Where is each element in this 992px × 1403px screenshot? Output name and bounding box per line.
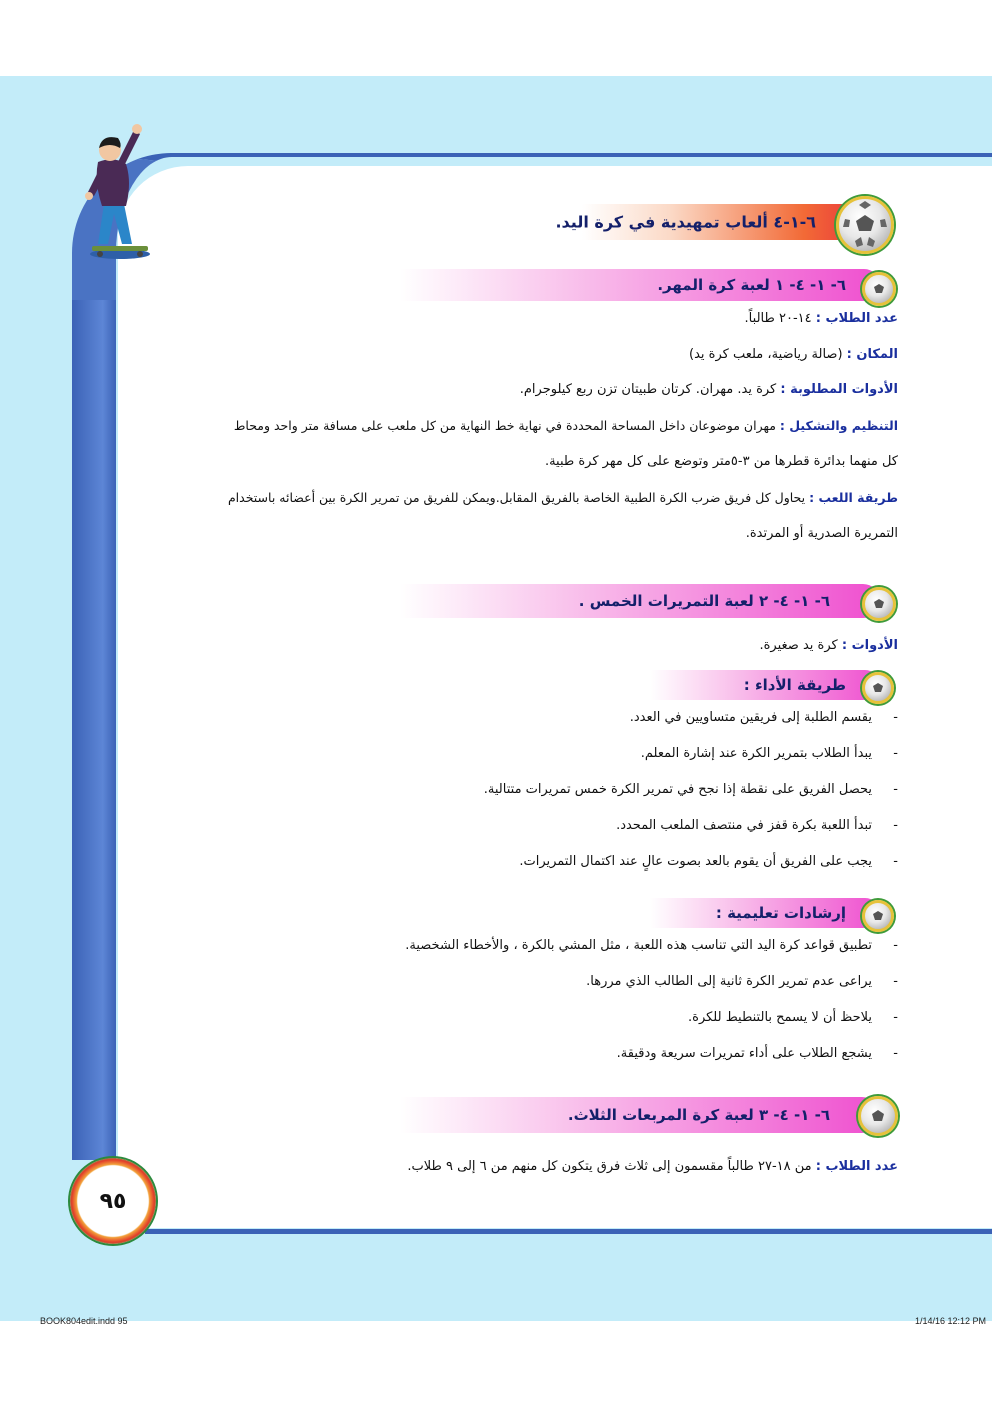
dash: - [893, 1046, 898, 1061]
tips-item: يشجع الطلاب على أداء تمريرات سريعة ودقيقة. [616, 1046, 872, 1061]
soccer-ball-icon [836, 196, 894, 254]
dash: - [893, 974, 898, 989]
tips-title: إرشادات تعليمية : [715, 904, 846, 922]
play-value-2: التمريرة الصدرية أو المرتدة. [745, 526, 898, 541]
play-value-1: يحاول كل فريق ضرب الكرة الطبية الخاصة بالفريق المقابل.ويمكن للفريق من تمرير الكرة بين أعضائه باستخدام [227, 490, 806, 505]
tips-item: تطبيق قواعد كرة اليد التي تناسب هذه اللعبة ، مثل المشي بالكرة ، والأخطاء الشخصية. [405, 938, 872, 953]
footer-file-info: BOOK804edit.indd 95 [40, 1316, 128, 1326]
boy-waving-skateboard-illustration [74, 122, 160, 262]
method-item: تبدأ اللعبة بكرة قفز في منتصف الملعب المحدد. [616, 818, 872, 833]
soccer-ball-icon [862, 272, 896, 306]
method-banner [650, 670, 880, 700]
tips-banner [650, 898, 880, 928]
dash: - [893, 854, 898, 869]
game3-banner [400, 1097, 880, 1133]
students-label: عدد الطلاب : [815, 311, 898, 326]
dash: - [893, 938, 898, 953]
place-label: المكان : [846, 347, 898, 362]
game1-tools-line [520, 382, 898, 397]
print-footer [0, 1316, 992, 1332]
method-item: يجب على الفريق أن يقوم بالعد بصوت عالٍ عند اكتمال التمريرات. [519, 854, 872, 869]
dash: - [893, 782, 898, 797]
frame-bottom-line [145, 1229, 992, 1234]
dash: - [893, 710, 898, 725]
game2-title: ٦- ١- ٤- ٢ لعبة التمريرات الخمس . [578, 592, 830, 610]
org-value-1: مهران موضوعان داخل المساحة المحددة في نهاية خط النهاية من كل ملعب على مسافة متر واحد ومحاط [233, 418, 776, 433]
place-value: (صالة رياضية، ملعب كرة يد) [689, 347, 843, 362]
dash: - [893, 818, 898, 833]
section-main-title: ٦-١-٤ ألعاب تمهيدية في كرة اليد. [555, 212, 816, 232]
game1-play-line [228, 490, 898, 505]
game2-tools-line [759, 638, 898, 653]
game1-place-line [689, 347, 898, 362]
org-label: التنظيم والتشكيل : [779, 418, 898, 433]
game2-banner [400, 584, 880, 618]
method-item: يقسم الطلبة إلى فريقين متساويين في العدد. [629, 710, 872, 725]
students-label: عدد الطلاب : [815, 1159, 898, 1174]
soccer-ball-icon [862, 672, 894, 704]
org-value-2: كل منهما بدائرة قطرها من ٣-٥متر وتوضع على كل مهر كرة طبية. [544, 454, 898, 469]
game1-banner [400, 269, 880, 301]
game1-students-line [745, 311, 898, 326]
method-item: يبدأ الطلاب بتمرير الكرة عند إشارة المعلم. [640, 746, 872, 761]
game3-title: ٦- ١- ٤- ٣ لعبة كرة المربعات الثلاث. [567, 1106, 830, 1124]
tips-item: يلاحظ أن لا يسمح بالتنطيط للكرة. [688, 1010, 872, 1025]
page-number: ٩٥ [70, 1158, 156, 1244]
frame-left-bar [72, 300, 116, 1160]
game1-play-line-2 [746, 526, 898, 541]
students-value: ١٤-٢٠ طالباً. [744, 311, 812, 326]
game1-title: ٦- ١- ٤- ١ لعبة كرة المهر. [657, 276, 846, 294]
tools-value: كرة يد. مهران. كرتان طبيتان تزن ربع كيلوجرام. [519, 382, 777, 397]
tools-value: كرة يد صغيرة. [759, 638, 838, 653]
section-main-banner [555, 204, 878, 240]
dash: - [893, 746, 898, 761]
tips-item: يراعى عدم تمرير الكرة ثانية إلى الطالب الذي مررها. [586, 974, 872, 989]
game1-org-line-2 [545, 454, 898, 469]
game3-students-line [407, 1159, 898, 1174]
frame-top-line [170, 153, 992, 157]
dash: - [893, 1010, 898, 1025]
soccer-ball-icon [862, 900, 894, 932]
soccer-ball-icon [862, 587, 896, 621]
method-item: يحصل الفريق على نقطة إذا نجح في تمرير الكرة خمس تمريرات متتالية. [483, 782, 872, 797]
tools-label: الأدوات : [841, 638, 898, 653]
students-value: من ١٨-٢٧ طالباً مقسمون إلى ثلاث فرق يتكون كل منهم من ٦ إلى ٩ طلاب. [407, 1159, 812, 1174]
game1-org-line [234, 418, 898, 433]
method-title: طريقة الأداء : [743, 676, 846, 694]
footer-timestamp: 1/14/16 12:12 PM [914, 1316, 986, 1326]
tools-label: الأدوات المطلوبة : [780, 382, 898, 397]
play-label: طريقة اللعب : [809, 490, 898, 505]
soccer-ball-icon [858, 1096, 898, 1136]
